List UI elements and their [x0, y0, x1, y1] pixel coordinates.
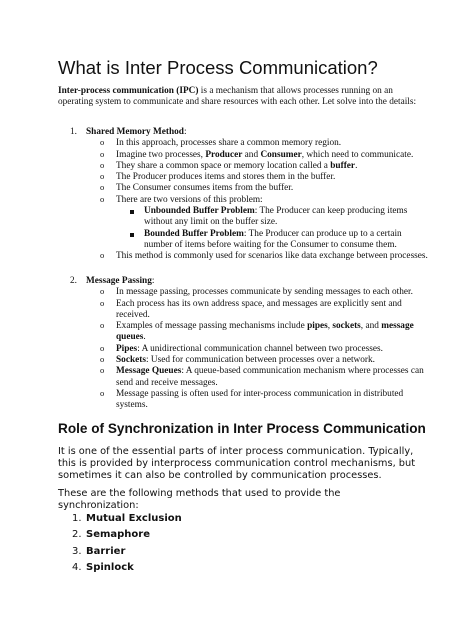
- item-text: : A queue-based communication mechanism where processes can send and receive messages.: [116, 366, 424, 388]
- item-bold: Unbounded Buffer Problem: [144, 206, 255, 217]
- list-item: [58, 251, 428, 262]
- section-shared-memory: [58, 127, 428, 263]
- item-text: This method is commonly used for scenarios like data exchange between processes.: [116, 251, 428, 262]
- list-item: [58, 560, 182, 576]
- item-number: 3.: [72, 545, 82, 557]
- heading-colon: :: [183, 127, 187, 137]
- item-text: .: [355, 160, 358, 171]
- page-title: What is Inter Process Communication?: [58, 57, 378, 78]
- section-title-synchronization: Role of Synchronization in Inter Process Communication: [58, 421, 426, 436]
- item-number: 4.: [72, 561, 82, 573]
- item-text: and: [242, 149, 261, 160]
- intro-term: Inter-process communication (IPC): [58, 86, 199, 96]
- bullet-icon: o: [100, 182, 105, 193]
- list-item: [58, 344, 428, 355]
- bullet-icon: o: [100, 171, 105, 182]
- section-message-passing: [58, 276, 428, 412]
- bullet-icon: o: [100, 137, 105, 148]
- list-item: [58, 183, 428, 194]
- list-item: [58, 321, 428, 344]
- bullet-icon: o: [100, 365, 105, 376]
- bullet-icon: o: [100, 159, 105, 170]
- square-bullet-icon: [130, 210, 134, 214]
- section-heading-text: Message Passing: [86, 276, 152, 286]
- list-item: [58, 389, 428, 412]
- section-number: 2.: [70, 276, 77, 286]
- list-item: [58, 195, 428, 206]
- list-item: [58, 287, 428, 298]
- sync-paragraph: It is one of the essential parts of inter process communication. Typically, this is provided by interprocess communication control mechanisms, but sometimes it can also be controlled by communication processes.: [58, 446, 416, 482]
- item-bold: sockets: [332, 321, 361, 332]
- item-bold: Sockets: [116, 355, 146, 366]
- sync-methods-list: [58, 511, 182, 576]
- list-item: [58, 161, 428, 172]
- item-text: In message passing, processes communicate by sending messages to each other.: [116, 287, 413, 298]
- list-item: [58, 527, 182, 543]
- item-text: : Used for communication between processes over a network.: [145, 355, 375, 366]
- item-text: , and: [360, 321, 382, 332]
- list-item: [58, 299, 428, 322]
- item-text: The Producer produces items and stores them in the buffer.: [116, 172, 336, 183]
- item-text: Message passing is often used for inter-process communication in distributed systems.: [116, 388, 404, 411]
- item-text: Each process has its own address space, and messages are explicitly sent and received.: [116, 298, 402, 320]
- bullet-icon: o: [100, 250, 105, 261]
- section-heading: [58, 127, 428, 138]
- list-item: [58, 138, 428, 149]
- bullet-icon: o: [100, 342, 105, 353]
- item-bold: message queues: [116, 321, 414, 343]
- section-number: 1.: [70, 127, 77, 137]
- item-number: 1.: [72, 513, 82, 524]
- item-text: ,: [327, 321, 333, 332]
- bullet-icon: o: [100, 148, 105, 159]
- sub-list-item: [58, 229, 428, 252]
- section-heading: [58, 276, 428, 287]
- item-bold: Producer: [205, 149, 243, 160]
- item-text: In this approach, processes share a common memory region.: [116, 138, 342, 149]
- list-item: [58, 511, 182, 527]
- method-spinlock: Spinlock: [86, 561, 134, 573]
- heading-colon: :: [151, 276, 155, 286]
- method-mutual-exclusion: Mutual Exclusion: [86, 513, 182, 524]
- item-number: 2.: [72, 529, 82, 541]
- section-heading-text: Shared Memory Method: [86, 127, 184, 137]
- item-text: : The Producer can keep producing items without any limit on the buffer size.: [144, 206, 408, 228]
- method-semaphore: Semaphore: [86, 529, 151, 541]
- item-text: The Consumer consumes items from the buffer.: [116, 183, 294, 194]
- bullet-icon: o: [100, 286, 105, 297]
- bullet-icon: o: [100, 320, 105, 331]
- bullet-icon: o: [100, 387, 105, 398]
- item-text: , which need to communicate.: [301, 149, 414, 160]
- list-item: [58, 366, 428, 389]
- item-bold: Pipes: [116, 343, 138, 354]
- list-item: [58, 355, 428, 366]
- bullet-icon: o: [100, 193, 105, 204]
- item-bold: pipes: [307, 321, 328, 332]
- item-text: They share a common space or memory location called a: [116, 160, 331, 171]
- item-text: Imagine two processes,: [116, 149, 206, 160]
- item-bold: Bounded Buffer Problem: [144, 228, 244, 239]
- item-bold: Consumer: [260, 149, 302, 160]
- list-item: [58, 544, 182, 560]
- item-bold: buffer: [330, 160, 356, 171]
- item-text: : The Producer can produce up to a certain number of items before waiting for the Consumer to consume them.: [144, 228, 402, 250]
- bullet-icon: o: [100, 354, 105, 365]
- item-text: There are two versions of this problem:: [116, 194, 263, 205]
- item-text: .: [143, 332, 146, 343]
- method-barrier: Barrier: [86, 545, 126, 557]
- sync-methods-intro: These are the following methods that used to provide the synchronization:: [58, 488, 341, 512]
- square-bullet-icon: [130, 233, 134, 237]
- item-text: Examples of message passing mechanisms include: [116, 321, 308, 332]
- item-text: : A unidirectional communication channel between two processes.: [137, 343, 383, 354]
- item-bold: Message Queues: [116, 366, 182, 377]
- list-item: [58, 172, 428, 183]
- intro-paragraph: [58, 86, 418, 109]
- bullet-icon: o: [100, 297, 105, 308]
- list-item: [58, 150, 428, 161]
- sub-list-item: [58, 206, 428, 229]
- intro-text: is a mechanism that allows processes running on an operating system to communicate and share resources with each other. Let solve into the details:: [58, 86, 417, 108]
